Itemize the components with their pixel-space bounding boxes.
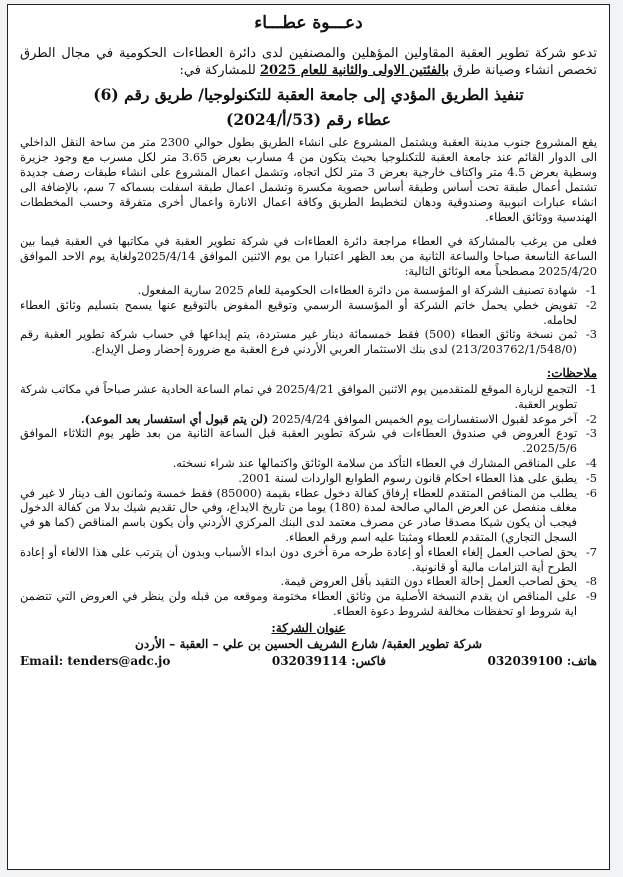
list-item — [20, 327, 597, 357]
list-item — [20, 545, 597, 575]
item-number: 2- — [585, 297, 597, 312]
item-number: 1- — [585, 283, 597, 297]
item-number: 7- — [585, 544, 597, 559]
item-number: 8- — [585, 574, 597, 589]
item-number: 1- — [585, 381, 597, 396]
address-heading: عنوان الشركة: — [271, 620, 346, 635]
project-description: يقع المشروع جنوب مدينة العقبة ويشتمل المشروع على انشاء الطريق بطول حوالي 2300 متر من ساحة النقل الداخلي الى الدوار القائم عند جامعة العقبة للتكنلوجيا بحيث يتكون من 4 مسارب بعرض 3.65 متر لكل مسرب مع وجود جزيرة وسطية بعرض 4.5 متر واكتاف خارجية بعرض 3 متر لكل اتجاه، وتشمل اعمال المشروع على انشاء طبقات رصف جديدة تشتمل أعمال طبقة تحت أساس وطبقة أساس حصوية مكسرة وتشمل اعمال طبقة اسفلت بسماكه 7 سم، بالإضافة الى انشاء عبارات انبوبية وصندوقية ودهان لتخطيط الطريق وكافة اعمال الانارة واعمال أخرى متفرقة وحسب المخططات الهندسية ووثائق العطاء. — [20, 135, 598, 224]
item-text: يطبق على هذا العطاء احكام قانون رسوم الطوابع الواردات لسنة 2001. — [238, 470, 577, 485]
intro-category: بالفئتين الاولى والثانية للعام 2025 — [259, 63, 449, 78]
phone-number: هاتف: 032039100 — [487, 653, 597, 668]
list-item — [20, 471, 597, 486]
item-text: تفويض خطي يحمل خاتم الشركة أو المؤسسة الرسمي وتوقيع المفوض بالتوقيع عنها يسمح بتسليم وثائق العطاء لحامله. — [20, 297, 577, 327]
item-text: يطلب من المناقص المتقدم للعطاء إرفاق كفالة دخول عطاء بقيمة (85000) فقط خمسة وثمانون الف دينار لا غير في مغلف منفصل عن العرض المالي صالحة لمدة (180) يوما من تاريخ الايداع، وفي حال تقديم شيك بدلا من كفالة الدخول فيجب أن يكون شيكا مصدقا صادر عن مصرف معتمد لدى البنك المركزي الأردني وأن يكون باسم المناقص (كما هو في السجل التجاري) المتقدم للعطاء ومثبتا عليه اسم ورقم العطاء. — [20, 485, 578, 544]
list-item — [20, 456, 597, 471]
list-item — [20, 298, 597, 328]
tender-number: عطاء رقم (53/أ/2024) — [225, 110, 391, 129]
intro-tail: للمشاركة في: — [179, 63, 260, 78]
list-item — [20, 412, 597, 427]
list-item — [20, 574, 597, 589]
contact-line — [20, 654, 597, 668]
item-number: 9- — [585, 589, 597, 604]
item-text: تودع العروض في صندوق العطاءات في شركة تطوير العقبة قبل الساعة الثانية من بعد ظهر يوم الثلاثاء الموافق 2025/5/6. — [20, 426, 577, 456]
item-number: 3- — [585, 327, 597, 342]
page-title: دعـــوة عطـــاء — [254, 13, 363, 33]
fax-number: فاكس: 032039114 — [271, 653, 387, 668]
item-text: التجمع لزيارة الموقع للمتقدمين يوم الاثنين الموافق 2025/4/21 في تمام الساعة الحادية عشر صباحاً في مكاتب شركة تطوير العقبة. — [20, 381, 577, 411]
list-item — [20, 382, 597, 412]
item-text: يحق لصاحب العمل إلغاء العطاء أو إعادة طرحه مرة أخرى دون ابداء الأسباب وبدون أن يترتب على هذا الالغاء أو إعادة الطرح أية التزامات مالية أو قانونية. — [20, 544, 577, 574]
item-text: على المناقص المشارك في العطاء التأكد من سلامة الوثائق واكتمالها عند شراء نسخته. — [172, 455, 577, 470]
required-documents-list — [20, 283, 597, 357]
item-text: ثمن نسخة وثائق العطاء (500) فقط خمسمائة دينار غير مستردة، يتم إيداعها في حساب شركة تطوير العقبة رقم (213/203762/1/548/0) لدى بنك الاستثمار العربي الأردني فرع العقبة مع ضرورة إحضار وصل الإيداع. — [20, 327, 577, 357]
notes-list — [20, 382, 597, 619]
list-item — [20, 486, 597, 545]
list-item — [20, 283, 597, 298]
company-address: شركة تطوير العقبة/ شارع الشريف الحسين بن علي – العقبة – الأردن — [135, 636, 482, 651]
item-text: آخر موعد لقبول الاستفسارات يوم الخميس الموافق 2025/4/24 (لن يتم قبول أي استفسار بعد الموعد). — [80, 411, 577, 426]
intro-text: تدعو شركة تطوير العقبة المقاولين المؤهلين والمصنفين لدى دائرة العطاءات الحكومية في مجال الطرق تخصص انشاء وصيانة طرق — [20, 46, 597, 78]
list-item — [20, 589, 597, 619]
item-number: 5- — [585, 470, 597, 485]
email-address[interactable]: Email: tenders@adc.jo — [20, 653, 171, 668]
item-text: شهادة تصنيف الشركة او المؤسسة من دائرة العطاءات الحكومية للعام 2025 سارية المفعول. — [137, 283, 577, 297]
item-number: 2- — [585, 411, 597, 426]
item-number: 3- — [585, 426, 597, 441]
list-item — [20, 426, 597, 456]
item-number: 4- — [585, 455, 597, 470]
tender-announcement — [7, 4, 610, 870]
project-title: تنفيذ الطريق المؤدي إلى جامعة العقبة للتكنولوجيا/ طريق رقم (6) — [93, 85, 524, 104]
intro-paragraph — [20, 45, 597, 79]
item-text: يحق لصاحب العمل إحالة العطاء دون التقيد بأقل العروض قيمة. — [280, 574, 577, 589]
item-text: على المناقص ان يقدم النسخة الأصلية من وثائق العطاء مختومة وموقعه من قبله ولن ينظر في العروض التي تتضمن اية شروط او تحفظات مخالفة لشروط دعوة العطاء. — [20, 589, 577, 618]
notes-heading: ملاحظات: — [546, 365, 597, 380]
participation-paragraph: فعلى من يرغب بالمشاركة في العطاء مراجعة دائرة العطاءات في شركة تطوير العقبة في مكاتبها في العقبة فيما بين الساعة التاسعة صباحا والساعة الثانية من بعد الظهر اعتبارا من يوم الاثنين الموافق 2025/4/14ولغاية يوم الاحد الموافق 2025/4/20 مصطحباً معه الوثائق التالية: — [20, 234, 597, 278]
item-number: 6- — [585, 485, 597, 500]
